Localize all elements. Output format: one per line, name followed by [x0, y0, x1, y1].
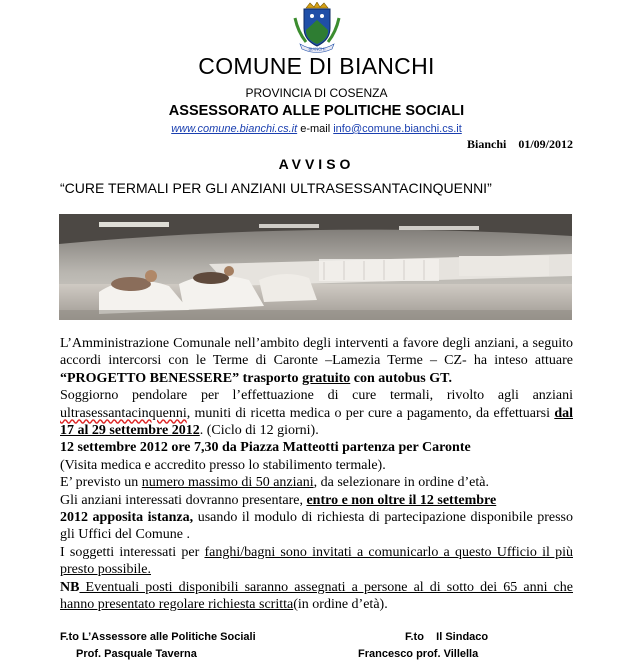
capacity-paragraph — [60, 474, 573, 491]
cycle-note: . (Ciclo di 12 giorni). — [199, 423, 319, 439]
deadline-year: 2012 apposita istanza, — [60, 510, 194, 526]
intro-text: L’Amministrazione Comunale nell’ambito degli interventi a favore degli anziani, a seguito accordi intercorsi con le Terme di Caronte –Lamezia Terme – CZ- ha inteso attuare — [60, 336, 573, 369]
departure-info: 12 settembre 2012 ore 7,30 da Piazza Matteotti partenza per Caronte — [60, 440, 471, 456]
notice-body — [60, 335, 573, 614]
application-text: Gli anziani interessati dovranno presentare, — [60, 492, 307, 508]
website-link[interactable]: www.comune.bianchi.cs.it — [171, 123, 298, 135]
age-term: ultrasessantacinquenni — [60, 405, 187, 421]
stay-text-2: , muniti di ricetta medica o per cure a pagamento, da effettuarsi — [186, 405, 555, 421]
application-paragraph — [60, 492, 573, 544]
deadline: entro e non oltre il 12 settembre — [306, 492, 497, 508]
assessor-name: Prof. Pasquale Taverna — [76, 648, 197, 660]
email-link[interactable]: info@comune.bianchi.cs.it — [333, 123, 462, 135]
municipal-crest — [292, 2, 342, 54]
nb-label: NB — [60, 579, 80, 595]
stay-text: Soggiorno pendolare per l’effettuazione di cure termali, rivolto agli anziani — [60, 388, 573, 404]
department-label: ASSESSORATO ALLE POLITICHE SOCIALI — [168, 103, 465, 119]
mud-bath-paragraph — [60, 544, 573, 579]
nb-paragraph — [60, 579, 573, 614]
form-text: usando il modulo di richiesta di partecipazione disponibile presso gli Uffici del Comune . — [60, 510, 574, 543]
spa-photo — [59, 214, 572, 320]
municipality-title: COMUNE DI BIANCHI — [198, 53, 435, 79]
svg-text:BIANCHI: BIANCHI — [308, 46, 326, 52]
contact-line — [0, 123, 633, 135]
stay-paragraph — [60, 387, 573, 439]
departure-paragraph — [60, 439, 573, 456]
email-label: e-mail — [300, 123, 331, 135]
mayor-name: Francesco prof. Villella — [358, 648, 479, 660]
province-label: PROVINCIA DI COSENZA — [245, 86, 388, 100]
capacity-text: E’ previsto un — [60, 475, 142, 491]
nb-order: (in ordine d’età). — [293, 597, 388, 613]
notice-subtitle: “CURE TERMALI PER GLI ANZIANI ULTRASESSANTACINQUENNI” — [60, 180, 492, 196]
selection-text: , da selezionare in ordine d’età. — [313, 475, 489, 491]
bus-label: con autobus GT. — [350, 370, 452, 386]
free-label: gratuito — [302, 370, 351, 386]
date-range: dal 17 al 29 settembre 2012 — [60, 405, 573, 439]
mud-bath-text: I soggetti interessati per — [60, 544, 205, 560]
project-name: “PROGETTO BENESSERE” trasporto — [60, 370, 303, 386]
intro-paragraph — [60, 335, 573, 387]
max-participants: numero massimo di 50 anziani — [141, 475, 314, 491]
medical-note — [60, 457, 573, 474]
mud-bath-instruction: fanghi/bagni sono invitati a comunicarlo a questo Ufficio il più presto possibile. — [60, 544, 573, 578]
medical-text: (Visita medica e accredito presso lo stabilimento termale). — [60, 457, 386, 473]
nb-text: Eventuali posti disponibili saranno assegnati a persone al di sotto dei 65 anni che hanno presentato regolare richiesta scritta — [60, 579, 573, 613]
assessor-title: F.to L’Assessore alle Politiche Sociali — [60, 631, 256, 643]
notice-heading: AVVISO — [278, 156, 355, 172]
mayor-title: F.to Il Sindaco — [405, 631, 489, 643]
place-date: Bianchi 01/09/2012 — [466, 137, 573, 151]
